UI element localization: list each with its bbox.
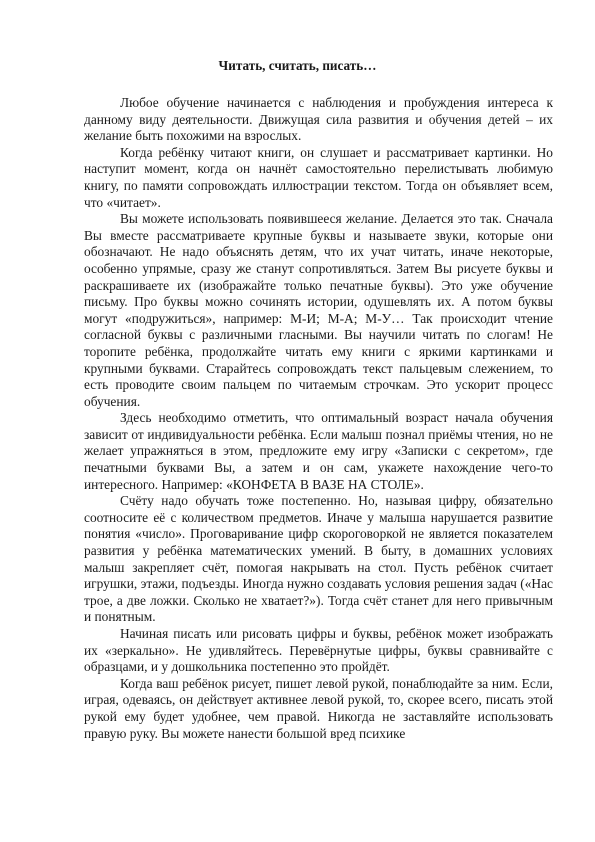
paragraph-2: Когда ребёнку читают книги, он слушает и рассматривает картинки. Но наступит момент, когда он начнёт самостоятельно перелистывать любимую книгу, по памяти сопровождать иллюстрации текстом. Тогда он объявляет всем, что «читает». [84,144,553,210]
paragraph-4: Здесь необходимо отметить, что оптимальный возраст начала обучения зависит от индивидуальности ребёнка. Если малыш познал приёмы чтения, но не желает упражняться в этом, предложите ему игру «Записки с секретом», где печатными буквами Вы, а затем и он сам, укажете нахождение чего-то интересного. Например: «КОНФЕТА В ВАЗЕ НА СТОЛЕ». [84,410,553,492]
paragraph-7: Когда ваш ребёнок рисует, пишет левой рукой, понаблюдайте за ним. Если, играя, одеваясь, он действует активнее левой рукой, то, скорее всего, писать этой рукой ему будет удобнее, чем правой. Никогда не заставляйте использовать правую руку. Вы можете нанести большой вред психике [84,675,553,741]
paragraph-3: Вы можете использовать появившееся желание. Делается это так. Сначала Вы вместе рассматриваете крупные буквы и называете звуки, которые они обозначают. Не надо объяснять детям, что их учат читать, иначе некоторые, особенно упрямые, сразу же станут сопротивляться. Затем Вы рисуете буквы и раскрашиваете их (изображайте только печатные буквы). Это уже обучение письму. Про буквы можно сочинять истории, одушевлять их. А потом буквы могут «подружиться», например: М-И; М-А; М-У… Так происходит чтение согласной буквы с различными гласными. Вы научили читать по слогам! Не торопите ребёнка, продолжайте читать ему книги с яркими картинками и крупными буквами. Старайтесь сопровождать текст пальцевым слежением, то есть проводите своим пальцем по читаемым строчкам. Это ускорит процесс обучения. [84,211,553,409]
paragraph-6: Начиная писать или рисовать цифры и буквы, ребёнок может изображать их «зеркально». Не удивляйтесь. Перевёрнутые цифры, буквы сравнивайте с образцами, и у дошкольника постепенно это пройдёт. [84,626,553,675]
paragraph-5: Счёту надо обучать тоже постепенно. Но, называя цифру, обязательно соотносите её с количеством предметов. Иначе у малыша нарушается развитие понятия «число». Проговаривание цифр скороговоркой не является показателем развития у ребёнка математических умений. В быту, в домашних условиях малыш закрепляет счёт, помогая накрывать на стол. Пусть ребёнок считает игрушки, этажи, подъезды. Иногда нужно создавать условия решения задач («Нас трое, а две ложки. Сколько не хватает?»). Тогда счёт станет для него привычным и понятным. [84,493,553,625]
document-body [84,95,553,742]
paragraph-1: Любое обучение начинается с наблюдения и пробуждения интереса к данному виду деятельности. Движущая сила развития и обучения детей – их желание быть похожими на взрослых. [84,95,553,144]
document-title: Читать, считать, писать… [218,58,377,73]
